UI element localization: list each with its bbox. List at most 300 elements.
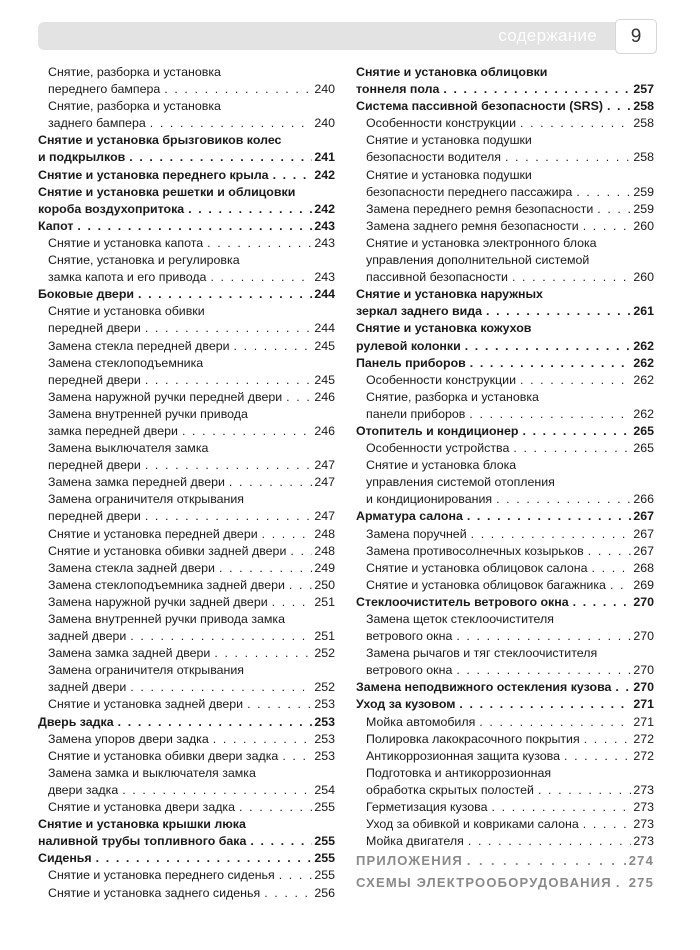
dot-leader [290,543,312,560]
toc-line [356,491,654,508]
dot-leader [130,628,312,645]
dot-leader [459,696,631,713]
toc-section-entry [38,184,335,218]
toc-line [356,594,654,611]
toc-entry-title: Сиденья [38,851,92,866]
toc-page-number: 270 [633,629,654,644]
toc-entry [356,645,654,679]
toc-line [356,474,654,491]
toc-entry [38,885,335,902]
toc-entry-title: переднего бампера [48,82,161,97]
toc-entry [38,389,335,406]
dot-leader [122,782,312,799]
toc-line [356,696,654,713]
toc-line [38,748,335,765]
toc-line [38,286,335,303]
dot-leader [471,526,632,543]
toc-page-number: 262 [633,406,654,421]
dot-leader [234,338,313,355]
toc-section-entry [38,132,335,166]
toc-page-number: 274 [628,853,654,869]
toc-line [38,252,335,269]
toc-entry-title: Особенности конструкции [366,372,516,387]
toc-entry [356,372,654,389]
toc-entry-title: панели приборов [366,406,466,421]
dot-leader [465,338,632,355]
toc-entry-title: Арматура салона [356,509,463,524]
toc-line [356,662,654,679]
toc-section-entry [356,423,654,440]
toc-entry-title: Капот [38,218,74,233]
toc-entry-title: Уход за обивкой и ковриками салона [366,817,579,832]
toc-entry-title: Снятие и установка решетки и облицовки [38,184,296,199]
toc-page-number: 244 [314,287,335,302]
toc-entry [356,765,654,799]
toc-page-number: 242 [314,201,335,216]
toc-entry-title: Уход за кузовом [356,697,456,712]
toc-line [38,132,335,149]
toc-entry-title: Особенности конструкции [366,116,516,131]
toc-line [38,81,335,98]
toc-page-number: 245 [314,372,335,387]
toc-line [38,645,335,662]
toc-entry-title: Снятие и установка обивки задней двери [48,543,287,558]
toc-entry-title: Снятие и установка крышки люка [38,817,246,832]
toc-page-number: 240 [314,116,335,131]
toc-entry-title: Снятие и установка брызговиков колес [38,133,282,148]
toc-entry-title: ПРИЛОЖЕНИЯ [356,853,463,869]
dot-leader [456,662,631,679]
toc-line [38,714,335,731]
dot-leader [505,149,631,166]
toc-line [38,526,335,543]
toc-entry-title: Замена ограничителя открывания [48,492,245,507]
dot-leader [130,679,312,696]
toc-entry-title: Снятие и установка подушки [366,167,532,182]
toc-line [356,748,654,765]
dot-leader [470,355,632,372]
toc-line [356,149,654,166]
toc-entry-title: Снятие и установка обивки двери задка [48,748,279,763]
toc-section-entry [356,679,654,696]
toc-entry-title: ветрового окна [366,663,453,678]
toc-entry [38,526,335,543]
toc-entry [356,799,654,816]
toc-entry-title: Замена стекла передней двери [48,338,230,353]
toc-line [356,269,654,286]
toc-entry-title: Замена наружной ручки задней двери [48,594,268,609]
dot-leader [443,81,631,98]
toc-line [38,577,335,594]
toc-entry-title: Замена упоров двери задка [48,731,209,746]
toc-page-number: 251 [314,594,335,609]
toc-line [38,440,335,457]
toc-page-number: 247 [314,475,335,490]
toc-entry-title: замка капота и его привода [48,270,207,285]
toc-entry-title: Снятие, разборка и установка [366,389,539,404]
toc-entry-title: передней двери [48,458,141,473]
toc-page-number: 255 [314,851,335,866]
toc-entry-title: наливной трубы топливного бака [38,834,247,849]
toc-entry [356,440,654,457]
toc-line [38,782,335,799]
toc-line [356,508,654,525]
toc-line [38,885,335,902]
dot-leader [492,799,632,816]
toc-entry-title: Снятие и установка передней двери [48,526,258,541]
toc-page-number: 243 [314,270,335,285]
dot-leader [468,833,631,850]
toc-line [38,184,335,201]
dot-leader [118,714,313,731]
toc-line [356,320,654,337]
toc-entry [38,611,335,645]
toc-entry-title: управления дополнительной системой [366,253,590,268]
toc-entry-title: Отопитель и кондиционер [356,423,519,438]
toc-entry-title: СХЕМЫ ЭЛЕКТРООБОРУДОВАНИЯ [356,875,612,891]
toc-entry-title: Мойка двигателя [366,834,464,849]
toc-line [356,543,654,560]
toc-page-number: 244 [314,321,335,336]
toc-page-number: 240 [314,82,335,97]
toc-entry [38,440,335,474]
toc-appendix-entry [356,872,654,894]
toc-line [356,833,654,850]
toc-page-number: 252 [314,646,335,661]
toc-line [38,457,335,474]
toc-entry [356,167,654,201]
toc-page-number: 265 [633,441,654,456]
toc-line [38,867,335,884]
dot-leader [210,269,312,286]
toc-page-number: 256 [314,885,335,900]
dot-leader [213,731,313,748]
toc-entry [356,132,654,166]
toc-entry-title: управления системой отопления [366,475,555,490]
toc-line [356,577,654,594]
toc-line [38,355,335,372]
toc-page-number: 252 [314,680,335,695]
toc-page-number: 268 [633,560,654,575]
toc-page-number: 271 [633,697,654,712]
toc-entry-title: Боковые двери [38,287,135,302]
toc-entry [38,645,335,662]
toc-entry [356,543,654,560]
toc-line [38,628,335,645]
dot-leader [272,594,313,611]
toc-entry-title: Полировка лакокрасочного покрытия [366,731,580,746]
toc-line [356,132,654,149]
toc-line [38,320,335,337]
toc-page-number: 254 [314,782,335,797]
toc-page-number: 261 [633,304,654,319]
dot-leader [239,799,312,816]
dot-leader [282,748,312,765]
dot-leader [469,406,631,423]
toc-line [38,765,335,782]
toc-page-number: 248 [314,543,335,558]
toc-page-number: 248 [314,526,335,541]
toc-line [356,714,654,731]
toc-entry-title: Снятие и установка подушки [366,133,532,148]
toc-line [356,872,654,894]
toc-entry-title: передней двери [48,509,141,524]
toc-entry-title: Замена заднего ремня безопасности [366,218,579,233]
toc-page-number: 250 [314,577,335,592]
toc-entry [356,748,654,765]
toc-line [38,696,335,713]
toc-entry-title: Замена замка и выключателя замка [48,765,256,780]
toc-entry-title: Снятие и установка кожухов [356,321,532,336]
toc-line [38,167,335,184]
toc-page-number: 262 [633,338,654,353]
toc-entry-title: замка передней двери [48,423,178,438]
toc-entry [356,833,654,850]
dot-leader [164,81,312,98]
toc-entry [38,303,335,337]
toc-line [356,235,654,252]
toc-entry-title: Снятие, разборка и установка [48,65,221,79]
toc-line [38,338,335,355]
toc-line [38,731,335,748]
toc-entry-title: Снятие и установка капота [48,235,204,250]
toc-entry-title: тоннеля пола [356,82,440,97]
toc-line [356,389,654,406]
toc-line [38,406,335,423]
dot-leader [129,149,312,166]
dot-leader [264,885,312,902]
dot-leader [219,560,312,577]
toc-entry [356,611,654,645]
toc-page-number: 260 [633,270,654,285]
toc-entry-title: двери задка [48,782,119,797]
toc-entry [356,235,654,286]
toc-page-number: 253 [314,697,335,712]
toc-line [38,474,335,491]
toc-entry-title: Замена внутренней ручки привода [48,406,248,421]
dot-leader [513,440,631,457]
toc-line [356,765,654,782]
toc-page-number: 242 [314,167,335,182]
dot-leader [486,303,631,320]
dot-leader [145,320,312,337]
toc-line [356,611,654,628]
dot-leader [583,816,632,833]
dot-leader [467,850,627,872]
toc-entry [38,748,335,765]
toc-entry-title: Замена переднего ремня безопасности [366,201,594,216]
toc-page-number: 245 [314,338,335,353]
toc-entry-title: и подкрылков [38,150,126,165]
toc-entry [356,731,654,748]
toc-entry-title: Дверь задка [38,714,114,729]
toc-entry [356,201,654,218]
toc-entry-title: рулевой колонки [356,338,461,353]
toc-line [38,508,335,525]
dot-leader [289,577,312,594]
toc-entry-title: Снятие, разборка и установка [48,99,221,114]
dot-leader [615,679,631,696]
toc-entry-title: Снятие, установка и регулировка [48,253,240,268]
toc-entry-title: Снятие и установка переднего крыла [38,167,269,182]
toc-section-entry [38,286,335,303]
toc-entry-title: Особенности устройства [366,441,510,456]
toc-entry-title: и кондиционирования [366,492,493,507]
toc-entry [356,560,654,577]
toc-line [38,372,335,389]
toc-entry-title: задней двери [48,680,127,695]
dot-leader [573,594,632,611]
toc-entry-title: заднего бампера [48,116,146,131]
toc-entry-title: Снятие и установка облицовок багажника [366,577,606,592]
dot-leader [188,201,312,218]
toc-page-number: 246 [314,389,335,404]
dot-leader [207,235,312,252]
dot-leader [564,748,631,765]
dot-leader [77,218,312,235]
toc-entry-title: Система пассивной безопасности (SRS) [356,99,603,114]
toc-entry [38,235,335,252]
toc-entry-title: Снятие и установка электронного блока [366,235,597,250]
toc-page-number: 255 [314,868,335,883]
toc-page-number: 243 [314,235,335,250]
dot-leader [467,508,631,525]
toc-entry [38,338,335,355]
toc-line [38,303,335,320]
toc-section-entry [38,850,335,867]
toc-entry [38,98,335,132]
section-title: содержание [498,26,597,45]
toc-page-number: 273 [633,800,654,815]
toc-entry [38,252,335,286]
toc-page-number: 255 [314,800,335,815]
toc-entry-title: Снятие и установка блока [366,458,517,473]
toc-section-entry [356,286,654,320]
toc-entry-title: Снятие и установка обивки [48,304,205,319]
toc-entry-title: Снятие и установка облицовки [356,65,548,79]
toc-page-number: 251 [314,629,335,644]
toc-line [356,850,654,872]
toc-line [38,269,335,286]
dot-leader [607,98,631,115]
toc-entry-title: Снятие и установка переднего сиденья [48,868,275,883]
toc-line [38,149,335,166]
toc-line [38,594,335,611]
dot-leader [512,269,631,286]
toc-entry [38,594,335,611]
toc-entry-title: Замена наружной ручки передней двери [48,389,283,404]
dot-leader [96,850,313,867]
toc-entry [356,714,654,731]
toc-line [356,184,654,201]
toc-line [356,731,654,748]
dot-leader [576,184,631,201]
dot-leader [279,867,313,884]
toc-section-entry [356,320,654,354]
toc-entry [38,731,335,748]
toc-entry-title: Замена замка передней двери [48,475,225,490]
toc-entry-title: передней двери [48,321,141,336]
toc-page-number: 270 [633,680,654,695]
toc-page-number: 253 [314,714,335,729]
dot-leader [456,628,631,645]
dot-leader [138,286,312,303]
toc-entry [38,64,335,98]
toc-line [356,98,654,115]
toc-entry [38,474,335,491]
toc-page-number: 249 [314,560,335,575]
toc-line [356,679,654,696]
toc-page-number: 258 [633,150,654,165]
toc-entry-title: Замена стекла задней двери [48,560,215,575]
toc-page-number: 271 [633,714,654,729]
dot-leader [145,508,312,525]
toc-entry [38,577,335,594]
dot-leader [520,115,631,132]
toc-section-entry [38,714,335,731]
toc-entry-title: Замена стеклоподъемника [48,355,204,370]
toc-entry-title: задней двери [48,629,127,644]
toc-line [356,526,654,543]
toc-page-number: 266 [633,492,654,507]
dot-leader [145,457,312,474]
toc-entry-title: Замена ограничителя открывания [48,663,245,678]
toc-page-number: 262 [633,372,654,387]
toc-line [38,98,335,115]
dot-leader [150,115,313,132]
toc-line [356,64,654,81]
toc-entry [356,218,654,235]
dot-leader [250,833,312,850]
toc-entry [38,696,335,713]
dot-leader [496,491,631,508]
toc-entry [38,543,335,560]
toc-line [356,372,654,389]
toc-entry-title: Замена поручней [366,526,467,541]
toc-right-column [356,64,654,894]
toc-entry-title: безопасности водителя [366,150,501,165]
toc-line [356,252,654,269]
toc-section-entry [356,98,654,115]
toc-line [38,816,335,833]
toc-entry [38,662,335,696]
toc-entry [38,799,335,816]
toc-section-entry [38,167,335,184]
toc-page-number: 259 [633,201,654,216]
toc-section-entry [356,508,654,525]
toc-entry-title: зеркал заднего вида [356,304,482,319]
toc-line [38,423,335,440]
toc-line [356,560,654,577]
toc-page-number: 253 [314,731,335,746]
toc-line [38,833,335,850]
dot-leader [286,389,312,406]
toc-entry [356,457,654,508]
toc-section-entry [356,64,654,98]
toc-line [38,543,335,560]
toc-page-number: 269 [633,577,654,592]
toc-entry-title: Снятие и установка наружных [356,287,543,302]
dot-leader [247,696,312,713]
toc-entry-title: Снятие и установка заднего сиденья [48,885,261,900]
toc-entry-title: Стеклоочиститель ветрового окна [356,594,569,609]
dot-leader [522,423,631,440]
toc-entry [356,577,654,594]
toc-page-number: 265 [633,423,654,438]
dot-leader [520,372,631,389]
toc-page-number: 273 [633,782,654,797]
dot-leader [592,560,632,577]
